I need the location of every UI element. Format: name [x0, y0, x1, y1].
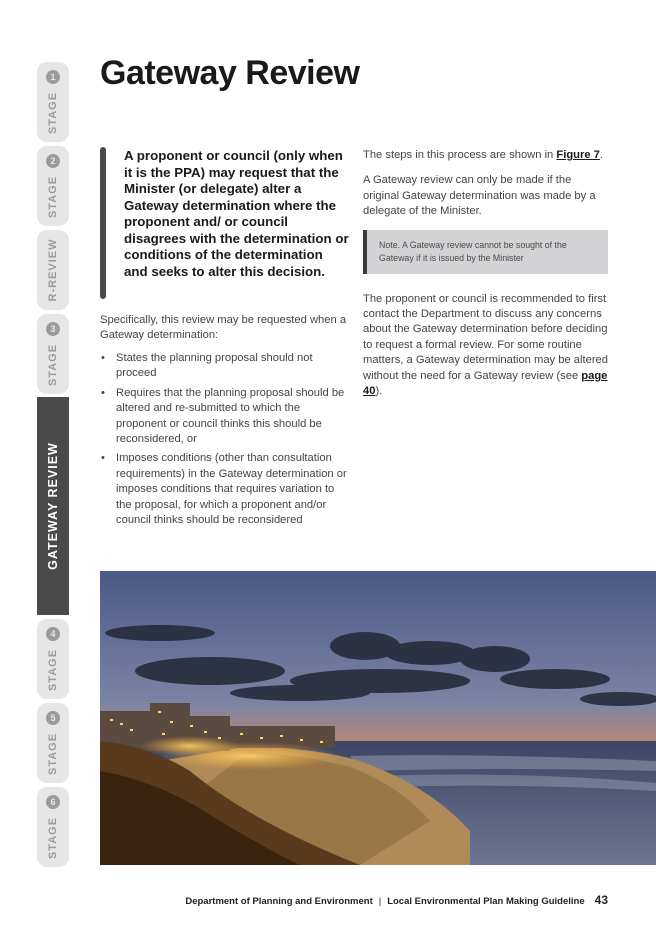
tab-label: GATEWAY REVIEW [46, 442, 60, 570]
intro-paragraph: Specifically, this review may be requested when a Gateway determination: [100, 314, 347, 342]
section-tabs [37, 0, 69, 928]
figure-7-link[interactable]: Figure 7 [556, 149, 600, 161]
pull-quote: A proponent or council (only when it is the PPA) may request that the Minister (or delegate) alter a Gateway determination where the proponent and/ or council disagrees with the determination or conditions of the determination and seeks to alter this decision. [124, 148, 349, 279]
tab-number: 5 [46, 711, 60, 725]
list-item: • Imposes conditions (other than consultation requirements) in the Gateway determination or imposes conditions that requires variation to the proposal, for which a proponent and/or council thinks should be reconsidered [100, 451, 350, 528]
tab-gateway-review[interactable] [37, 397, 69, 615]
tab-number: 6 [46, 795, 60, 809]
steps-paragraph [363, 148, 608, 163]
tab-number: 4 [46, 627, 60, 641]
tab-label: STAGE [47, 91, 59, 135]
tab-number: 3 [46, 322, 60, 336]
tab-number: 2 [46, 154, 60, 168]
tab-label: STAGE [47, 175, 59, 219]
tab-stage-2[interactable] [37, 146, 69, 226]
pull-quote-bar [100, 147, 106, 299]
tab-label: STAGE [47, 648, 59, 692]
recommendation-paragraph [363, 292, 608, 400]
coastal-dusk-photo [100, 571, 656, 865]
page-footer [185, 893, 608, 907]
footer-doc-title: Local Environmental Plan Making Guideline [387, 896, 585, 907]
tab-stage-5[interactable] [37, 703, 69, 783]
tab-label: R-REVIEW [47, 238, 59, 302]
bullet-list [100, 351, 350, 532]
note-box: Note. A Gateway review cannot be sought of the Gateway if it is issued by the Minister [363, 230, 608, 274]
page-40-link[interactable]: page 40 [363, 369, 608, 398]
tab-label: STAGE [47, 732, 59, 776]
delegate-paragraph: A Gateway review can only be made if the original Gateway determination was made by a delegate of the Minister. [363, 174, 596, 218]
tab-stage-6[interactable] [37, 787, 69, 867]
right-column [363, 148, 608, 409]
tab-number: 1 [46, 70, 60, 84]
text: . [599, 149, 604, 161]
text: The proponent or council is recommended to first contact the Department to discuss any concerns about the Gateway determination before deciding to request a formal review. For some routine matters, a Gateway determination may be altered without the need for a Gateway review (see [363, 292, 608, 382]
tab-label: STAGE [47, 343, 59, 387]
footer-separator: | [378, 896, 382, 907]
tab-stage-1[interactable] [37, 62, 69, 142]
list-item: • States the planning proposal should not proceed [100, 351, 350, 382]
tab-label: STAGE [47, 816, 59, 860]
page-title: Gateway Review [100, 54, 360, 92]
list-item: • Requires that the planning proposal should be altered and re-submitted to which the proponent or council thinks this should be reconsidered, or [100, 386, 350, 448]
tab-r-review[interactable] [37, 230, 69, 310]
tab-stage-3[interactable] [37, 314, 69, 394]
text: The steps in this process are shown in [363, 149, 557, 161]
tab-stage-4[interactable] [37, 619, 69, 699]
page-number: 43 [594, 893, 608, 907]
footer-org: Department of Planning and Environment [185, 896, 373, 907]
text: ). [375, 385, 383, 398]
